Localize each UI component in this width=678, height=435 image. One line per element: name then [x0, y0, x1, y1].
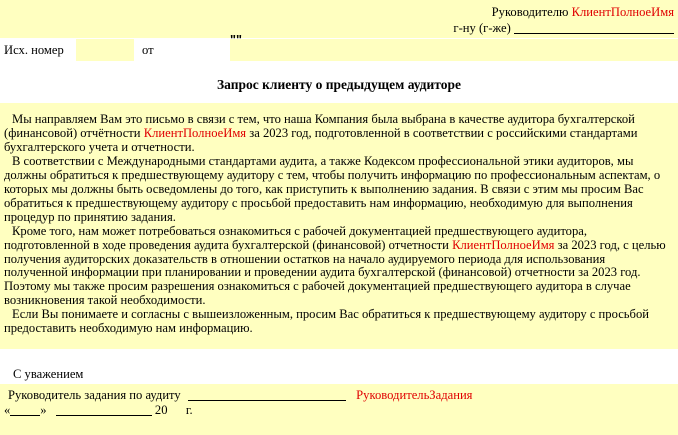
- signature-line: [8, 388, 472, 403]
- closing-text: С уважением: [13, 367, 84, 381]
- outgoing-date-field[interactable]: [230, 33, 678, 61]
- paragraph-3-client-name[interactable]: КлиентПолноеИмя: [452, 237, 555, 252]
- letter-body[interactable]: [0, 103, 678, 349]
- engagement-manager-name[interactable]: РуководительЗадания: [356, 388, 473, 402]
- paragraph-1-part-1: Мы направляем Вам это письмо в связи с тем, что наша Компания была выбрана в качестве аудитора бухгалтерской (финансовой) отчётности: [4, 112, 635, 140]
- paragraph-3: [4, 225, 670, 309]
- signature-year-suffix: г.: [185, 403, 193, 417]
- letter-body-text: [4, 113, 670, 336]
- from-date-label: от: [136, 39, 236, 61]
- reference-row: [0, 33, 678, 61]
- recipient-prefix: Руководителю: [491, 5, 572, 19]
- signature-month-field[interactable]: [56, 403, 152, 416]
- signature-date-line: [4, 403, 193, 418]
- paragraph-3-part-2: за 2023 год, с целью получения аудиторских доказательств в отношении остатков на начало аудируемого периода для использования полученной информации при планировании и проведении аудита бухгалтерской (финансовой) отчетности за 2023 год. Поэтому мы также просим разрешения ознакомиться с рабочей документацией предшествующего аудитора в случае возникновения такой необходимости.: [4, 237, 666, 308]
- outgoing-number-field[interactable]: [76, 39, 134, 61]
- outgoing-number-label: Исх. номер: [0, 39, 76, 61]
- date-close-quote: »: [40, 403, 47, 417]
- recipient-block: [0, 0, 678, 38]
- recipient-name-field[interactable]: [514, 21, 674, 34]
- recipient-name-line: [453, 21, 674, 36]
- outgoing-date-value: "": [230, 33, 242, 47]
- signature-role-label: Руководитель задания по аудиту: [8, 388, 181, 402]
- signature-day-field[interactable]: [10, 403, 40, 416]
- recipient-client-name[interactable]: КлиентПолноеИмя: [571, 5, 674, 19]
- recipient-line: [492, 5, 674, 20]
- paragraph-1-client-name[interactable]: КлиентПолноеИмя: [143, 125, 247, 140]
- paragraph-2: В соответствии с Международными стандартами аудита, а также Кодексом профессиональной этики аудиторов, мы должны обратиться к предшествующему аудитору с тем, чтобы получить информацию по профессиональным аспектам, о которых мы должны быть осведомлены до того, как приступить к выполнению задания. В связи с этим мы просим Вас обратиться к предшествующему аудитору с просьбой предоставить нам информацию, необходимую для выполнения процедур по принятию задания.: [4, 153, 661, 224]
- paragraph-4: Если Вы понимаете и согласны с вышеизложенным, просим Вас обратиться к предшествующему аудитору с просьбой предоставить необходимую нам информацию.: [4, 307, 649, 336]
- recipient-name-label: г-ну (г-же): [453, 21, 511, 35]
- paragraph-3-part-1: Кроме того, нам может потребоваться ознакомиться с рабочей документацией предшествующего аудитора, подготовленной в ходе проведения аудита бухгалтерской (финансовой) отчетности: [4, 223, 588, 252]
- paragraph-1-part-2: за 2023 год, подготовленной в соответствии с российскими стандартами бухгалтерского учета и отчетности.: [4, 125, 638, 154]
- signature-year-prefix: 20: [154, 403, 168, 417]
- date-open-quote: «: [4, 403, 11, 417]
- document-title: Запрос клиенту о предыдущем аудиторе: [217, 77, 461, 92]
- paragraph-1: [4, 113, 670, 155]
- signature-block: [0, 384, 678, 435]
- signature-field[interactable]: [188, 388, 346, 401]
